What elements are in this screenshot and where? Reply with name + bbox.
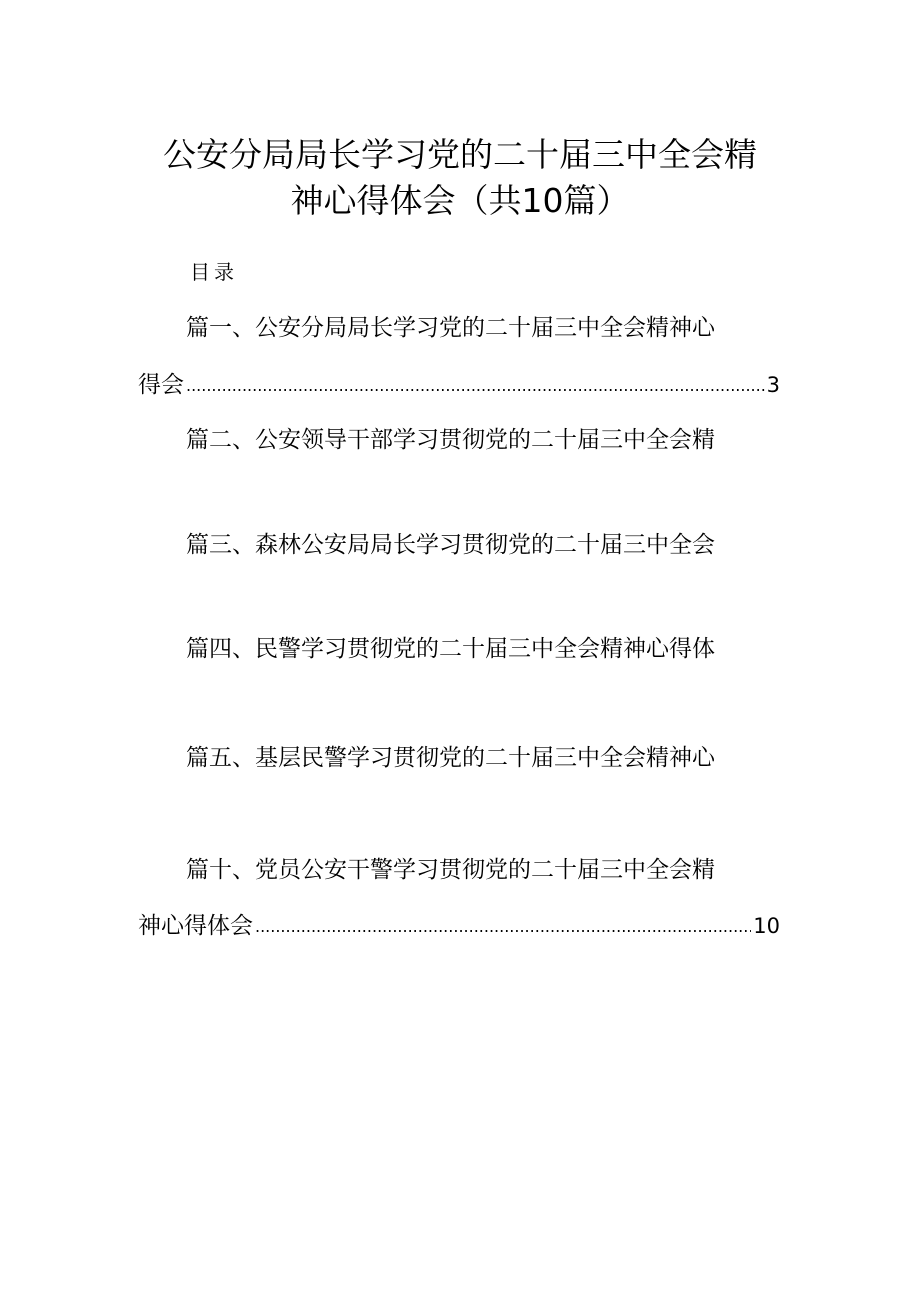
toc-entry-1-continuation[interactable] [138, 370, 780, 402]
title-line-1: 公安分局局长学习党的二十届三中全会精 [163, 135, 757, 174]
toc-entry-2[interactable]: 篇二、公安领导干部学习贯彻党的二十届三中全会精 [186, 427, 715, 453]
toc-entry-1-page: 3 [766, 373, 780, 397]
dot-leader [186, 371, 765, 401]
toc-entry-6-page: 10 [753, 914, 780, 938]
toc-entry-6-continuation[interactable] [138, 911, 780, 943]
dot-leader [255, 912, 751, 942]
title-line-2: 神心得体会（共10篇） [290, 181, 630, 220]
toc-entry-6-line2: 神心得体会 [138, 913, 253, 939]
toc-entry-1-line2: 得会 [138, 372, 184, 398]
toc-entry-6[interactable]: 篇十、党员公安干警学习贯彻党的二十届三中全会精 [186, 857, 715, 883]
toc-entry-4[interactable]: 篇四、民警学习贯彻党的二十届三中全会精神心得体 [186, 636, 715, 662]
toc-entry-3[interactable]: 篇三、森林公安局局长学习贯彻党的二十届三中全会 [186, 532, 715, 558]
document-title [140, 132, 780, 224]
toc-heading: 目录 [190, 260, 238, 284]
toc-entry-1[interactable]: 篇一、公安分局局长学习党的二十届三中全会精神心 [186, 315, 715, 341]
toc-entry-5[interactable]: 篇五、基层民警学习贯彻党的二十届三中全会精神心 [186, 745, 715, 771]
